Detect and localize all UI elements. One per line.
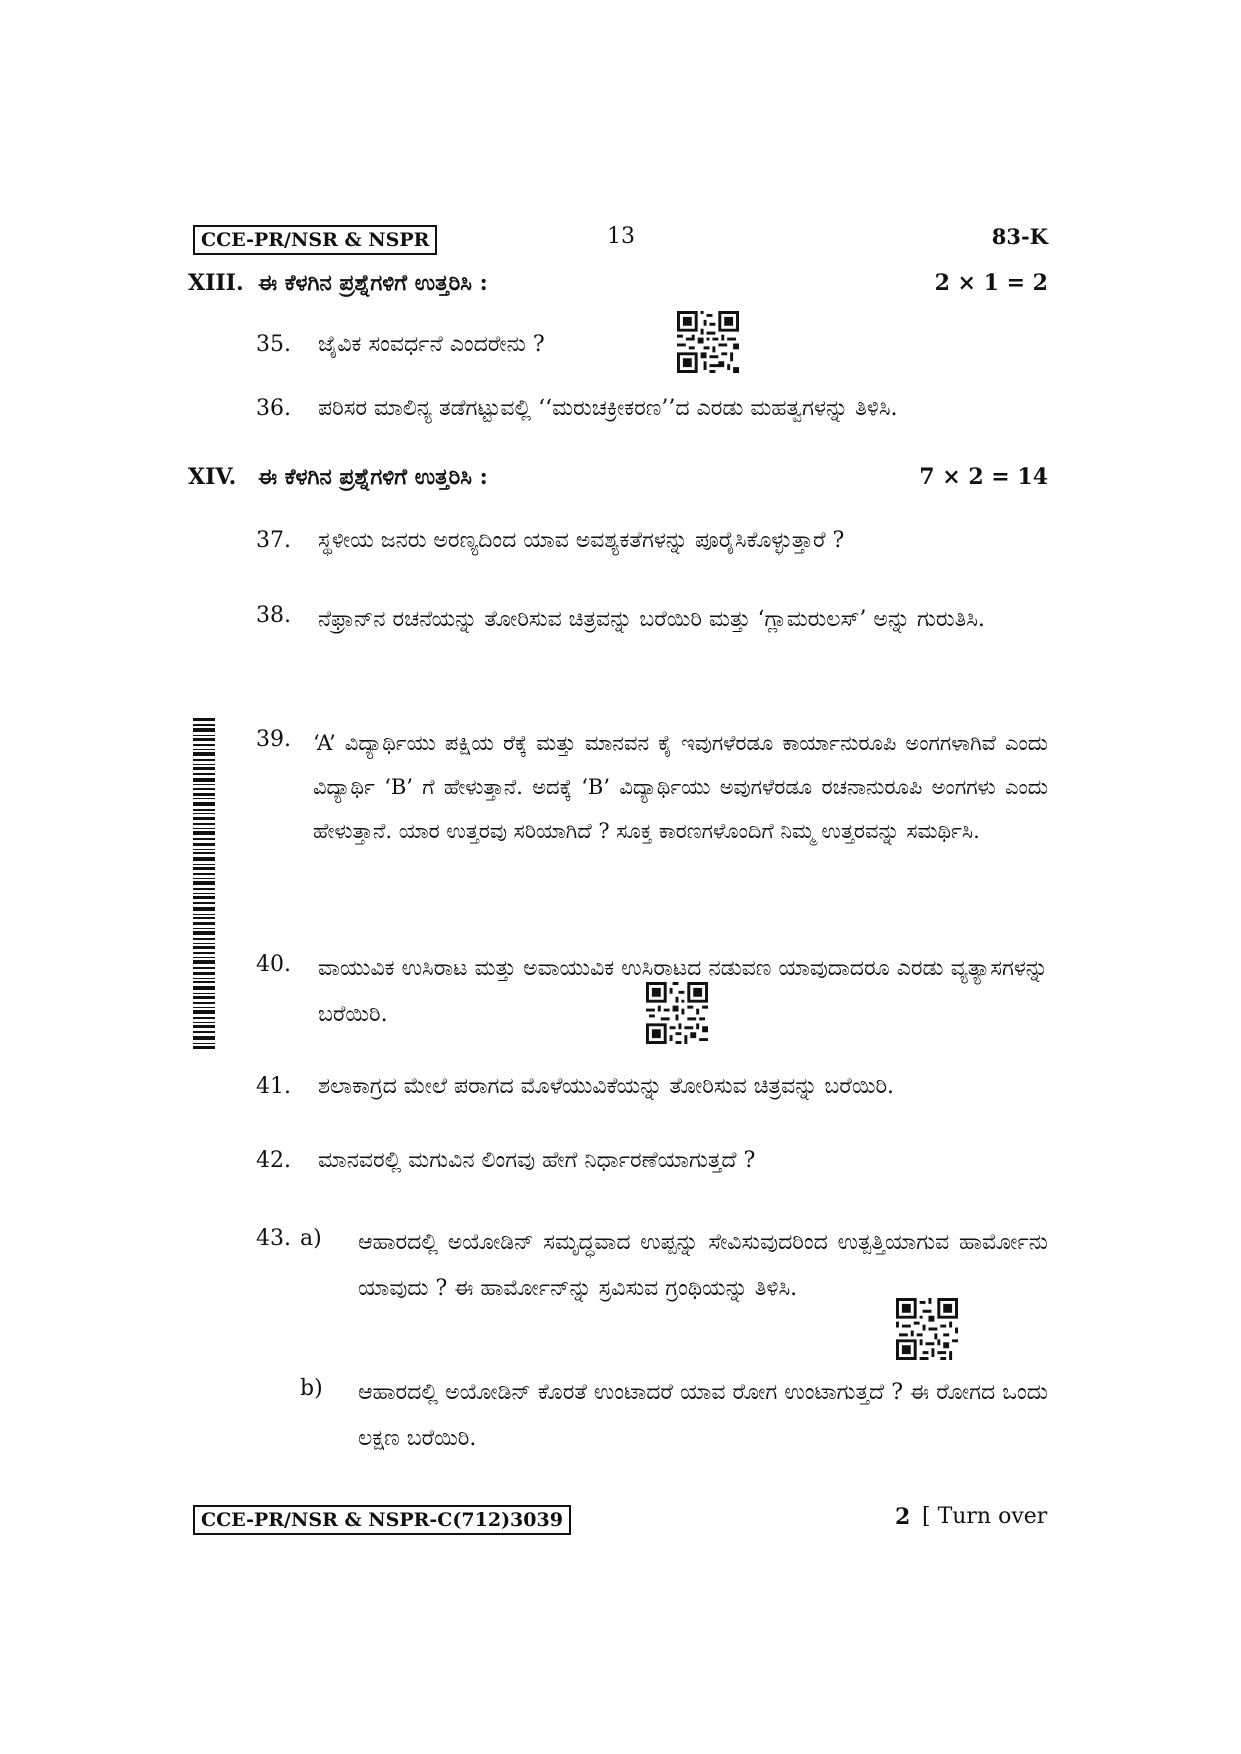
question-number: 39. [256,727,291,752]
question-number: 43. [256,1226,291,1251]
section-marks: 7 × 2 = 14 [919,464,1048,490]
question-number: 36. [256,396,291,421]
sub-question-label: b) [300,1376,323,1401]
section-instruction: ಈ ಕೆಳಗಿನ ಪ್ರಶ್ನೆಗಳಿಗೆ ಉತ್ತರಿಸಿ : [258,464,488,490]
sheet-number: 2 [895,1504,911,1530]
question-number: 37. [256,528,291,553]
question-text: ಸ್ಥಳೀಯ ಜನರು ಅರಣ್ಯದಿಂದ ಯಾವ ಅವಶ್ಯಕತೆಗಳನ್ನು ಪೂರೈಸಿಕೊಳ್ಳುತ್ತಾರೆ ? [318,528,845,553]
sub-question-text: ಆಹಾರದಲ್ಲಿ ಅಯೋಡಿನ್ ಕೊರತೆ ಉಂಟಾದರೆ ಯಾವ ರೋಗ ಉಂಟಾಗುತ್ತದೆ ? ಈ ರೋಗದ ಒಂದು ಲಕ್ಷಣ ಬರೆಯಿರಿ. [358,1380,1048,1451]
qr-code-icon [896,1298,958,1360]
sub-question-label: a) [300,1226,322,1251]
question-text: ಪರಿಸರ ಮಾಲಿನ್ಯ ತಡೆಗಟ್ಟುವಲ್ಲಿ ‘‘ಮರುಚಕ್ರೀಕರಣ’’ದ ಎರಡು ಮಹತ್ವಗಳನ್ನು ತಿಳಿಸಿ. [318,396,898,421]
page-number: 13 [607,224,635,249]
question-number: 41. [256,1074,291,1099]
section-marks: 2 × 1 = 2 [934,270,1048,296]
question-text: ನೆಫ್ರಾನ್‌ನ ರಚನೆಯನ್ನು ತೋರಿಸುವ ಚಿತ್ರವನ್ನು ಬರೆಯಿರಿ ಮತ್ತು ‘ಗ್ಲಾಮರುಲಸ್’ ಅನ್ನು ಗುರುತಿಸಿ. [318,607,985,632]
qr-code-icon [677,311,739,373]
question-text: ವಾಯುವಿಕ ಉಸಿರಾಟ ಮತ್ತು ಅವಾಯುವಿಕ ಉಸಿರಾಟದ ನಡುವಣ ಯಾವುದಾದರೂ ಎರಡು ವ್ಯತ್ಯಾಸಗಳನ್ನು ಬರೆಯಿರಿ. [318,956,1048,1027]
header-code-right: 83-K [991,224,1048,249]
question-text: ಶಲಾಕಾಗ್ರದ ಮೇಲೆ ಪರಾಗದ ಮೊಳೆಯುವಿಕೆಯನ್ನು ತೋರಿಸುವ ಚಿತ್ರವನ್ನು ಬರೆಯಿರಿ. [318,1074,895,1099]
question-number: 35. [256,332,291,357]
qr-code-icon [646,982,708,1044]
section-instruction: ಈ ಕೆಳಗಿನ ಪ್ರಶ್ನೆಗಳಿಗೆ ಉತ್ತರಿಸಿ : [258,270,488,296]
section-numeral: XIII. [188,270,244,296]
question-number: 40. [256,952,291,977]
barcode-icon [193,718,215,1052]
question-text: ಮಾನವರಲ್ಲಿ ಮಗುವಿನ ಲಿಂಗವು ಹೇಗೆ ನಿರ್ಧಾರಣೆಯಾಗುತ್ತದೆ ? [318,1148,756,1173]
sub-question-text: ಆಹಾರದಲ್ಲಿ ಅಯೋಡಿನ್ ಸಮೃದ್ಧವಾದ ಉಪ್ಪನ್ನು ಸೇವಿಸುವುದರಿಂದ ಉತ್ಪತ್ತಿಯಾಗುವ ಹಾರ್ಮೋನು ಯಾವುದು ? ಈ ಹಾರ್ಮೋನ್‌ನ್ನು ಸ್ರವಿಸುವ ಗ್ರಂಥಿಯನ್ನು ತಿಳಿಸಿ. [358,1230,1048,1301]
section-numeral: XIV. [188,464,237,490]
question-number: 42. [256,1148,291,1173]
question-text: ಜೈವಿಕ ಸಂವರ್ಧನೆ ಎಂದರೇನು ? [318,332,545,357]
turn-over-label: [ Turn over [922,1504,1048,1529]
question-number: 38. [256,603,291,628]
question-text: ‘A’ ವಿದ್ಯಾರ್ಥಿಯು ಪಕ್ಷಿಯ ರೆಕ್ಕೆ ಮತ್ತು ಮಾನವನ ಕೈ ಇವುಗಳೆರಡೂ ಕಾರ್ಯಾನುರೂಪಿ ಅಂಗಗಳಾಗಿವೆ ಎಂದು ವಿದ್ಯಾರ್ಥಿ ‘B’ ಗೆ ಹೇಳುತ್ತಾನೆ. ಅದಕ್ಕೆ ‘B’ ವಿದ್ಯಾರ್ಥಿಯು ಅವುಗಳೆರಡೂ ರಚನಾನುರೂಪಿ ಅಂಗಗಳು ಎಂದು ಹೇಳುತ್ತಾನೆ. ಯಾರ ಉತ್ತರವು ಸರಿಯಾಗಿದೆ ? ಸೂಕ್ತ ಕಾರಣಗಳೊಂದಿಗೆ ನಿಮ್ಮ ಉತ್ತರವನ್ನು ಸಮರ್ಥಿಸಿ. [313,731,1048,843]
header-code-left: CCE-PR/NSR & NSPR [193,225,437,255]
footer-code: CCE-PR/NSR & NSPR-C(712)3039 [193,1505,571,1535]
